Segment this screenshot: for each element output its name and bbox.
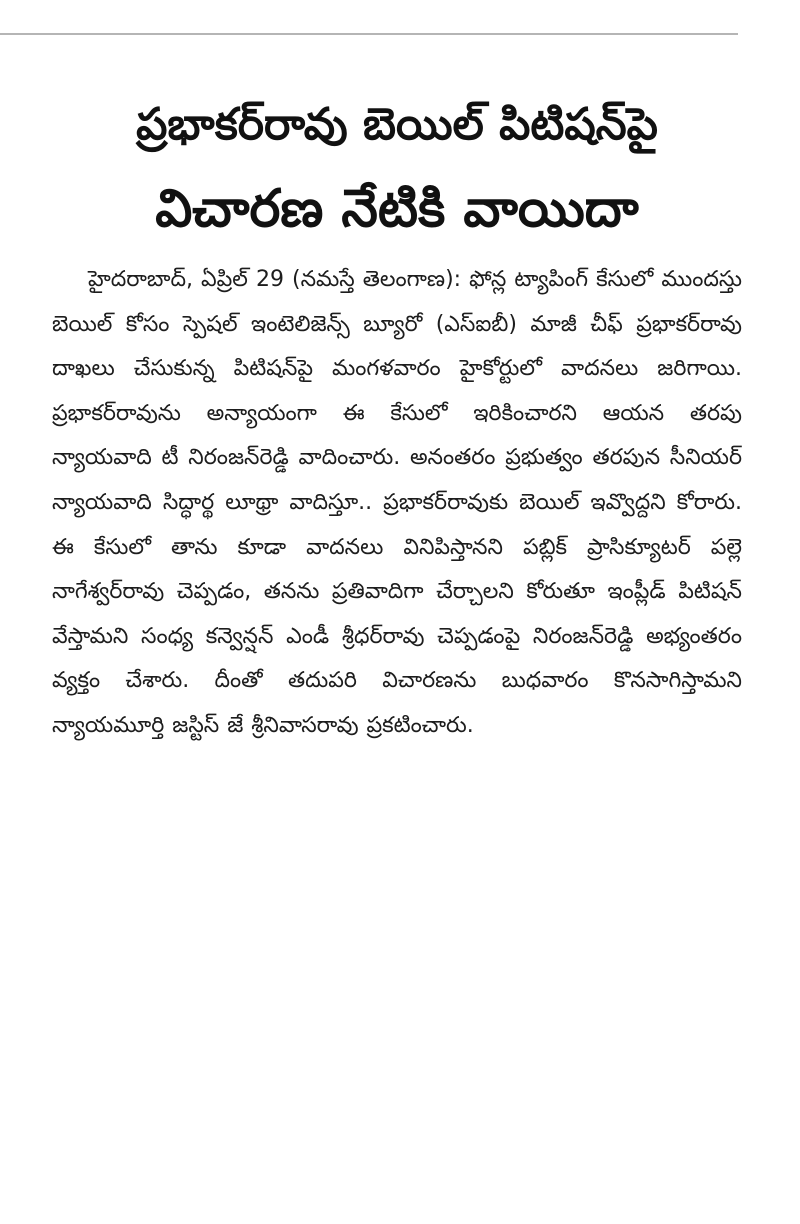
article-headline bbox=[52, 84, 742, 252]
headline-line-2: విచారణ నేటికి వాయిదా bbox=[155, 179, 639, 239]
article-body-text: ఫోన్ల ట్యాపింగ్‌ కేసులో ముందస్తు బెయిల్‌ కోసం స్పెషల్‌ ఇంటెలిజెన్స్‌ బ్యూరో (ఎస్‌ఐబీ) మాజీ చీఫ్‌ ప్రభాకర్‌రావు దాఖలు చేసుకున్న పిటిషన్‌పై మంగళవారం హైకోర్టులో వాదనలు జరిగాయి. ప్రభాకర్‌రావును అన్యాయంగా ఈ కేసులో ఇరికించారని ఆయన తరపు న్యాయవాది టీ నిరంజన్‌రెడ్డి వాదించారు. అనంతరం ప్రభుత్వం తరపున సీనియర్‌ న్యాయవాది సిద్ధార్థ లూథ్రా వాదిస్తూ.. ప్రభాకర్‌రావుకు బెయిల్‌ ఇవ్వొద్దని కోరారు. ఈ కేసులో తాను కూడా వాదనలు వినిపిస్తానని పబ్లిక్‌ ప్రాసిక్యూటర్‌ పల్లె నాగేశ్వర్‌రావు చెప్పడం, తనను ప్రతివాదిగా చేర్చాలని కోరుతూ ఇంప్లీడ్‌ పిటిషన్‌ వేస్తామని సంధ్య కన్వెన్షన్‌ ఎండీ శ్రీధర్‌రావు చెప్పడంపై నిరంజన్‌రెడ్డి అభ్యంతరం వ్యక్తం చేశారు. దీంతో తదుపరి విచారణను బుధవారం కొనసాగిస్తామని న్యాయమూర్తి జస్టిస్‌ జే శ్రీనివాసరావు ప్రకటించారు. bbox=[52, 267, 742, 738]
article-dateline: హైదరాబాద్‌, ఏప్రిల్‌ 29 (నమస్తే తెలంగాణ): bbox=[88, 267, 462, 292]
top-divider-rule bbox=[0, 33, 738, 35]
headline-line-1: ప్రభాకర్‌రావు బెయిల్‌ పిటిషన్‌పై bbox=[136, 99, 658, 150]
news-article bbox=[52, 84, 742, 749]
article-body bbox=[52, 258, 742, 749]
